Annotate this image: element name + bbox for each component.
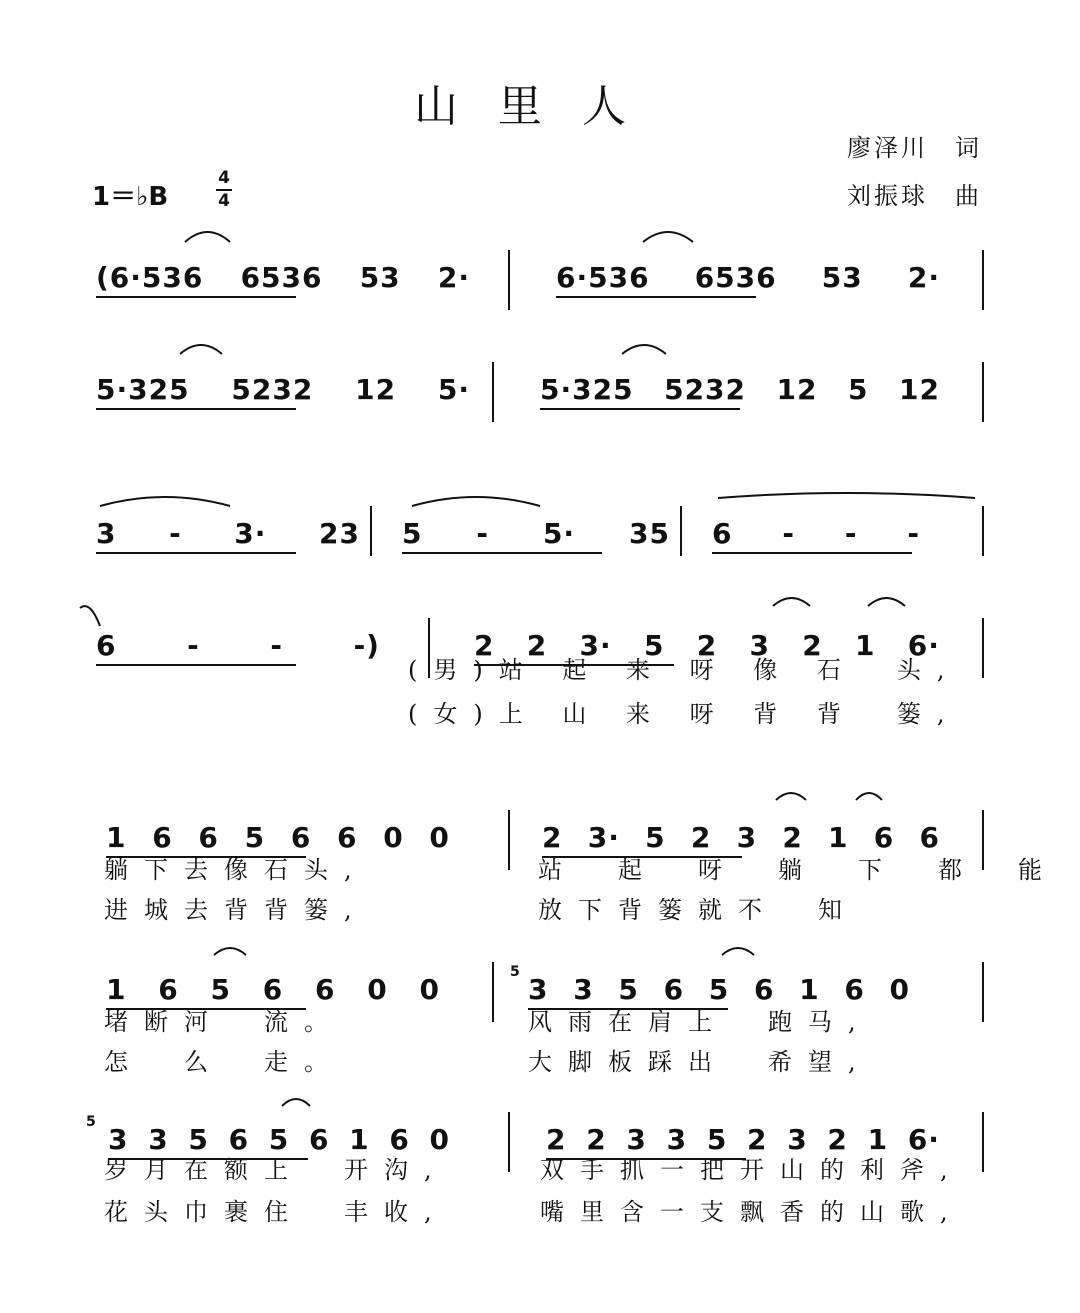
- slur: [180, 345, 222, 354]
- note-group: 1: [106, 821, 127, 854]
- note-group: -: [782, 517, 795, 550]
- lyric-line: 花头巾裹住 丰收,: [104, 1198, 448, 1226]
- note-group: 0: [429, 1123, 450, 1156]
- note-group: 6: [290, 821, 312, 854]
- note-group: 0: [383, 821, 404, 854]
- note-group: 53: [821, 261, 863, 294]
- lyric-line: (女)上 山 来 呀 背 背 篓,: [408, 700, 961, 728]
- note-group: 6536: [240, 261, 323, 294]
- slur: [80, 606, 100, 626]
- note-group: 2: [474, 629, 495, 662]
- slur: [282, 1099, 310, 1106]
- note-group: 6: [844, 973, 865, 1006]
- note-group: -: [169, 517, 182, 550]
- note-group: 1: [855, 629, 876, 662]
- note-group: 5: [402, 517, 423, 550]
- slur: [214, 948, 246, 955]
- time-signature-numerator: 4: [218, 168, 230, 188]
- note-group: 5·: [542, 517, 576, 550]
- note-group: 6: [158, 973, 179, 1006]
- note-group: 6: [337, 821, 358, 854]
- note-group: 6536: [694, 261, 777, 294]
- note-group: 53: [359, 261, 401, 294]
- note-group: 1: [799, 973, 820, 1006]
- note-group: 1: [349, 1123, 370, 1156]
- note-group: 3: [573, 973, 594, 1006]
- note-group: 12: [899, 373, 940, 406]
- lyric-line: (男)站 起 来 呀 像 石 头,: [408, 656, 961, 684]
- note-group: 6: [308, 1123, 330, 1156]
- note-group: 3: [528, 973, 549, 1006]
- note-group: 5: [244, 821, 266, 854]
- note-group: 0: [419, 973, 440, 1006]
- note-group: 6: [96, 629, 117, 662]
- note-group: 1: [867, 1123, 889, 1156]
- note-group: 6: [198, 821, 219, 854]
- note-group: 5: [708, 973, 730, 1006]
- note-group: 3·: [587, 821, 620, 854]
- lyric-line: 怎 么 走。: [104, 1048, 344, 1076]
- note-group: -: [907, 517, 920, 550]
- note-group: 2·: [907, 261, 940, 294]
- song-title: 山里人: [414, 81, 666, 132]
- note-group: 3: [626, 1123, 647, 1156]
- note-group: 1: [828, 821, 849, 854]
- slur: [773, 598, 810, 606]
- note-group: 2: [827, 1123, 848, 1156]
- time-signature-denominator: 4: [218, 191, 230, 211]
- grace-note: 5: [86, 1114, 97, 1130]
- lyric-line: 放下背篓就不 知: [538, 896, 858, 924]
- note-group: -: [187, 629, 200, 662]
- note-group: 5: [268, 1123, 290, 1156]
- slur: [185, 232, 230, 242]
- note-group: 6: [712, 517, 733, 550]
- slur: [856, 793, 882, 800]
- note-group: 6: [228, 1123, 250, 1156]
- slur: [622, 345, 666, 354]
- slur: [100, 497, 230, 506]
- slur: [643, 232, 693, 242]
- note-group: 6: [315, 973, 336, 1006]
- note-group: -: [844, 517, 858, 550]
- note-group: 2: [696, 629, 718, 662]
- note-group: 12: [776, 373, 818, 406]
- slur: [722, 948, 754, 955]
- note-group: 0: [367, 973, 388, 1006]
- note-group: 2: [546, 1123, 567, 1156]
- note-group: 6: [873, 821, 895, 854]
- composer: 刘振球 曲: [847, 182, 982, 210]
- slur: [776, 793, 806, 800]
- note-group: 5·: [437, 373, 470, 406]
- note-group: 6: [152, 821, 173, 854]
- note-group: 12: [355, 373, 397, 406]
- lyric-line: 岁月在额上 开沟,: [104, 1156, 448, 1184]
- note-group: 5232: [664, 373, 747, 406]
- note-group: 6: [389, 1123, 410, 1156]
- note-group: 3: [96, 517, 117, 550]
- lyric-line: 风雨在肩上 跑马,: [528, 1008, 872, 1036]
- note-group: 6·: [907, 629, 940, 662]
- note-group: -): [353, 629, 380, 662]
- slur: [718, 493, 975, 498]
- lyricist: 廖泽川 词: [847, 134, 982, 162]
- grace-note: 5: [510, 964, 521, 980]
- note-group: 2: [526, 629, 548, 662]
- note-group: 2: [782, 821, 803, 854]
- slur: [868, 598, 905, 606]
- note-group: 6·536: [556, 261, 650, 294]
- note-group: 23: [319, 517, 360, 550]
- note-group: 3: [148, 1123, 169, 1156]
- lyric-line: 站 起 呀 躺 下 都 能: [538, 856, 1058, 884]
- note-group: 1: [106, 973, 127, 1006]
- note-group: 2·: [437, 261, 470, 294]
- note-group: 6: [919, 821, 940, 854]
- note-group: 3: [108, 1123, 129, 1156]
- lyric-line: 大脚板踩出 希望,: [528, 1048, 872, 1076]
- note-group: 2: [586, 1123, 607, 1156]
- note-group: 5: [618, 973, 639, 1006]
- note-group: 2: [802, 629, 823, 662]
- note-group: 5: [643, 629, 665, 662]
- note-group: 0: [429, 821, 450, 854]
- note-group: 3: [666, 1123, 688, 1156]
- note-group: 6: [663, 973, 685, 1006]
- note-group: 2: [747, 1123, 768, 1156]
- note-group: 6·: [907, 1123, 940, 1156]
- note-group: 5: [188, 1123, 209, 1156]
- note-group: 5·325: [96, 373, 190, 406]
- note-group: 3: [736, 821, 758, 854]
- note-group: 5: [645, 821, 666, 854]
- note-group: -: [476, 517, 490, 550]
- key-signature: 1＝♭B: [92, 182, 169, 212]
- note-group: 35: [629, 517, 670, 550]
- note-group: (6·536: [96, 261, 204, 294]
- lyric-line: 堵断河 流。: [104, 1008, 344, 1036]
- lyric-line: 嘴里含一支飘香的山歌,: [540, 1198, 964, 1226]
- note-group: 5: [210, 973, 231, 1006]
- lyric-line: 进城去背背篓,: [104, 896, 368, 924]
- note-group: 6: [262, 973, 284, 1006]
- lyric-line: 双手抓一把开山的利斧,: [540, 1156, 964, 1184]
- note-group: 3·: [234, 517, 267, 550]
- note-group: 5232: [231, 373, 314, 406]
- note-group: 3: [787, 1123, 808, 1156]
- note-group: 5·325: [540, 373, 634, 406]
- note-group: 6: [753, 973, 775, 1006]
- note-group: 0: [889, 973, 910, 1006]
- note-group: 2: [690, 821, 712, 854]
- lyric-line: 躺下去像石头,: [104, 856, 368, 884]
- note-group: 2: [542, 821, 563, 854]
- note-group: 3: [749, 629, 770, 662]
- slur: [412, 497, 540, 506]
- note-group: 5: [848, 373, 869, 406]
- note-group: 5: [706, 1123, 728, 1156]
- note-group: 3·: [579, 629, 612, 662]
- note-group: -: [270, 629, 283, 662]
